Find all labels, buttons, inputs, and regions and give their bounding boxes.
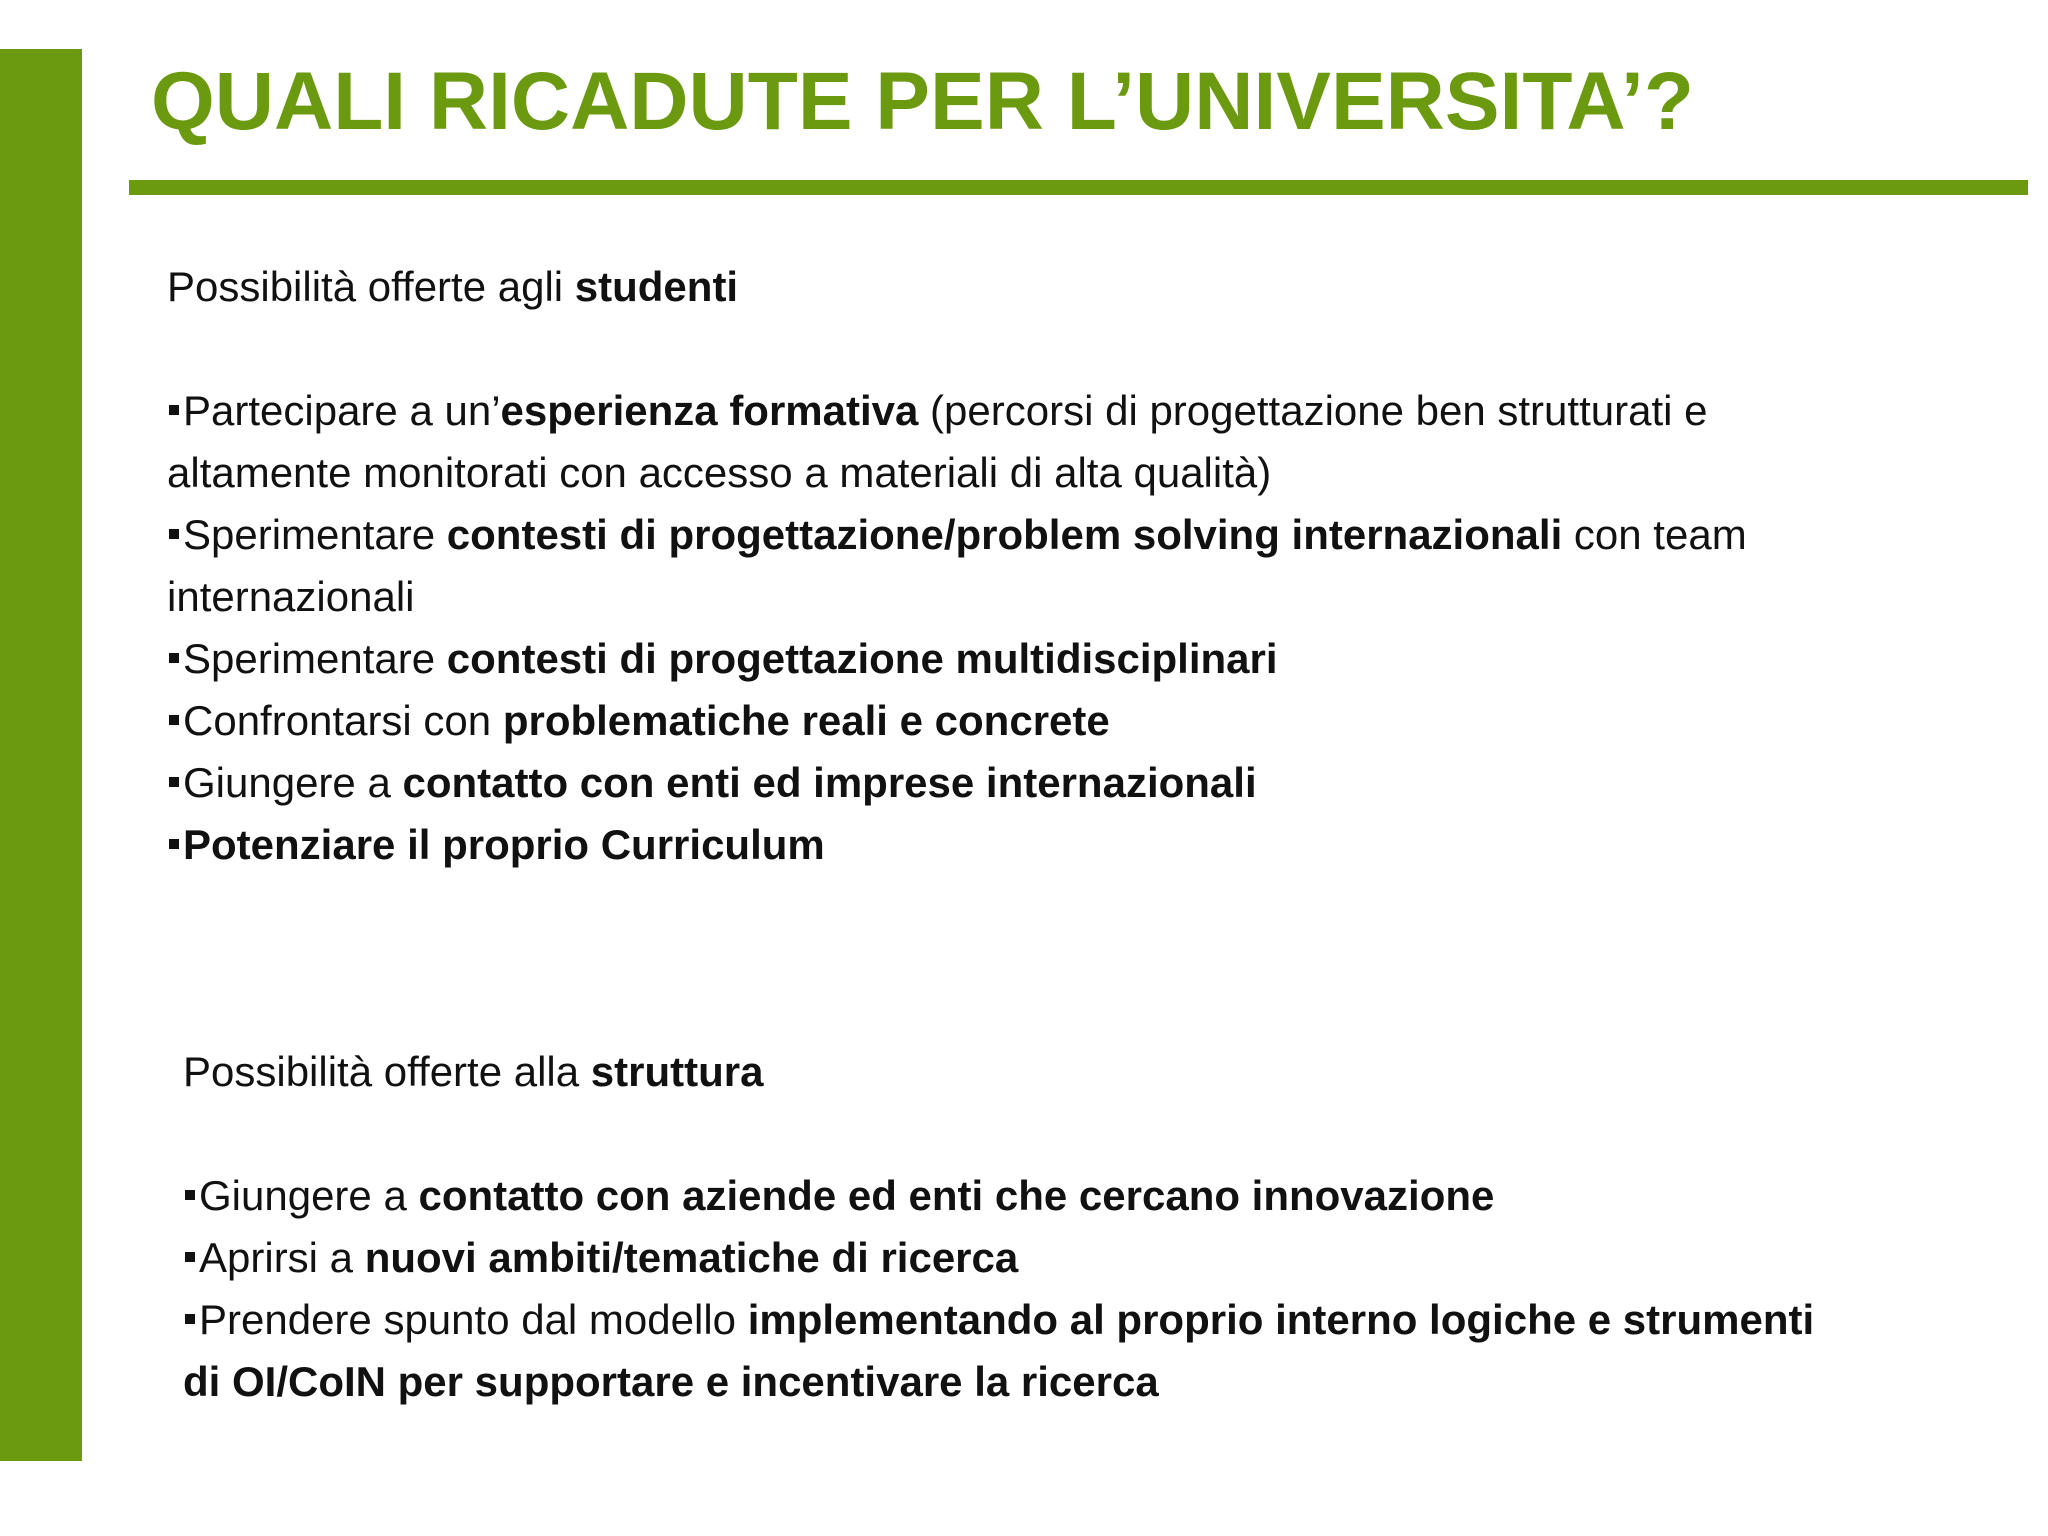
- square-bullet-icon: [185, 1252, 195, 1262]
- structure-bullet-list: [183, 1165, 1843, 1413]
- students-section: [167, 256, 1827, 876]
- square-bullet-icon: [169, 839, 179, 849]
- square-bullet-icon: [185, 1314, 195, 1324]
- item-text: con team internazionali: [167, 511, 1747, 620]
- structure-section: [183, 1041, 1843, 1413]
- students-item-international: [167, 504, 1827, 628]
- item-bold-text: esperienza formativa: [500, 387, 919, 434]
- item-bold-text: implementando al proprio interno logiche e strumenti di OI/CoIN per supportare e incentivare la ricerca: [183, 1296, 1815, 1405]
- item-text: Sperimentare: [183, 511, 447, 558]
- structure-heading: [183, 1041, 1843, 1103]
- item-bold-text: contesti di progettazione/problem solving internazionali: [446, 511, 1563, 558]
- students-item-contacts: [167, 752, 1827, 814]
- structure-item-innovation: [183, 1165, 1843, 1227]
- title-underline: [129, 180, 2028, 195]
- square-bullet-icon: [169, 653, 179, 663]
- item-text: Aprirsi a: [199, 1234, 365, 1281]
- item-text: Prendere spunto dal modello: [199, 1296, 748, 1343]
- item-text: Sperimentare: [183, 635, 447, 682]
- side-accent-bar: [0, 49, 82, 1461]
- students-heading: [167, 256, 1827, 318]
- item-bold-text: problematiche reali e concrete: [502, 697, 1110, 744]
- square-bullet-icon: [169, 405, 179, 415]
- structure-heading-bold: struttura: [590, 1048, 764, 1095]
- students-heading-bold: studenti: [574, 263, 739, 310]
- students-bullet-list: [167, 380, 1827, 876]
- square-bullet-icon: [185, 1190, 195, 1200]
- item-text: Giungere a: [199, 1172, 419, 1219]
- structure-item-model: [183, 1289, 1843, 1413]
- square-bullet-icon: [169, 715, 179, 725]
- students-item-real-problems: [167, 690, 1827, 752]
- students-item-multidisciplinary: [167, 628, 1827, 690]
- slide-title: QUALI RICADUTE PER L’UNIVERSITA’?: [151, 56, 1694, 147]
- square-bullet-icon: [169, 529, 179, 539]
- students-item-experience: [167, 380, 1827, 504]
- item-bold-text: contesti di progettazione multidisciplinari: [446, 635, 1278, 682]
- students-heading-prefix: Possibilità offerte agli: [167, 263, 575, 310]
- structure-heading-prefix: Possibilità offerte alla: [183, 1048, 591, 1095]
- students-item-curriculum: [167, 814, 1827, 876]
- item-bold-text: Potenziare il proprio Curriculum: [183, 821, 825, 868]
- structure-item-research-areas: [183, 1227, 1843, 1289]
- item-bold-text: contatto con aziende ed enti che cercano innovazione: [418, 1172, 1495, 1219]
- item-bold-text: contatto con enti ed imprese internazionali: [402, 759, 1257, 806]
- item-text: (percorsi di progettazione ben strutturati e altamente monitorati con accesso a materiali di alta qualità): [167, 387, 1708, 496]
- square-bullet-icon: [169, 777, 179, 787]
- item-text: Partecipare a un’: [183, 387, 501, 434]
- item-text: Confrontarsi con: [183, 697, 503, 744]
- item-bold-text: nuovi ambiti/tematiche di ricerca: [364, 1234, 1019, 1281]
- item-text: Giungere a: [183, 759, 403, 806]
